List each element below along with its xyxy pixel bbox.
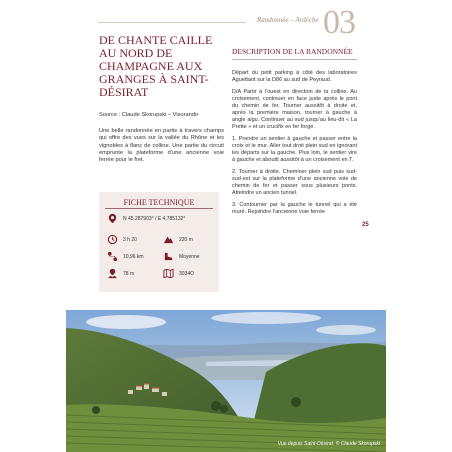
description-body (232, 70, 357, 216)
mountain-elevation-icon (163, 234, 174, 245)
distance: 10,96 km (123, 254, 144, 260)
altitude-marker-icon (107, 268, 118, 279)
description-paragraph: D/A Partir à l’ouest en direction de la colline. Au croisement, continuer en face juste après le pont du chemin de fer. Tourner aussitôt à droite et, après la première maison, tourner à gauche à angle aigu. Continuer au sud jusqu’au lieu-dit « La Prette » et un crucifix en fer forgé. (232, 89, 357, 130)
technical-sheet-rule (105, 208, 213, 209)
map-reference: 3034O (179, 271, 195, 277)
header-rule (98, 22, 246, 23)
description-paragraph: Départ du petit parking à côté des laboratoires Aguettant sur la D86 au sud de Peyraud. (232, 70, 357, 83)
header-subtitle: Randonnée – Ardèche (257, 16, 319, 24)
technical-sheet-title: FICHE TECHNIQUE (123, 198, 195, 207)
clock-icon (107, 234, 118, 245)
hiking-boot-icon (163, 251, 174, 262)
difficulty: Moyenne (179, 254, 200, 260)
duration: 3 h 20 (123, 237, 137, 243)
description-paragraph: 1. Prendre un sentier à gauche et passer entre la croix et le mur. Aller tout droit plein sud en ignorant les départs sur la gauche. Plus loin, le sentier vire à gauche et aboutit aussitôt à un croisement en T. (232, 136, 357, 163)
map-icon (163, 268, 174, 279)
page-number: 25 (362, 222, 369, 228)
description-paragraph: 3. Contourner par la gauche le tunnel qui a été muré. Rejoindre l’ancienne voie ferrée (232, 202, 357, 215)
map-pin-icon (107, 213, 118, 224)
description-paragraph: 2. Tourner à droite. Cheminer plein sud puis sud-sud-est sur la plateforme d’une ancienne voie de chemin de fer et passer sous plusieurs ponts. Atteindre un ancien tunnel. (232, 169, 357, 196)
intro-text: Une belle randonnée en partie à travers champs qui offre des vues sur la vallée du Rhône et les vignobles à flanc de colline. Une partie du circuit emprunte la plateforme d’une ancienne voie ferrée pour le fret. (99, 128, 224, 164)
landscape-photo (66, 310, 386, 452)
description-column (232, 47, 357, 221)
hike-title: DE CHANTE CAILLE AU NORD DE CHAMPAGNE AUX GRANGES À SAINT-DÉSIRAT (99, 33, 213, 99)
elevation-gain: 220 m (179, 237, 193, 243)
route-distance-icon (107, 251, 118, 262)
description-rule (232, 59, 357, 60)
technical-sheet (99, 192, 219, 292)
photo-caption: Vue depuis Saint-Désirat. © Claude Skorupski (277, 441, 380, 447)
hike-number: 03 (323, 4, 355, 41)
vineyard-valley-image (66, 310, 386, 452)
source-line: Source : Claude Skorupski – Visorando (99, 112, 199, 118)
min-altitude: 78 m (123, 271, 135, 277)
description-title: DESCRIPTION DE LA RANDONNÉE (232, 47, 353, 56)
coordinates: N 45.287903° / E 4.785132° (123, 216, 186, 222)
